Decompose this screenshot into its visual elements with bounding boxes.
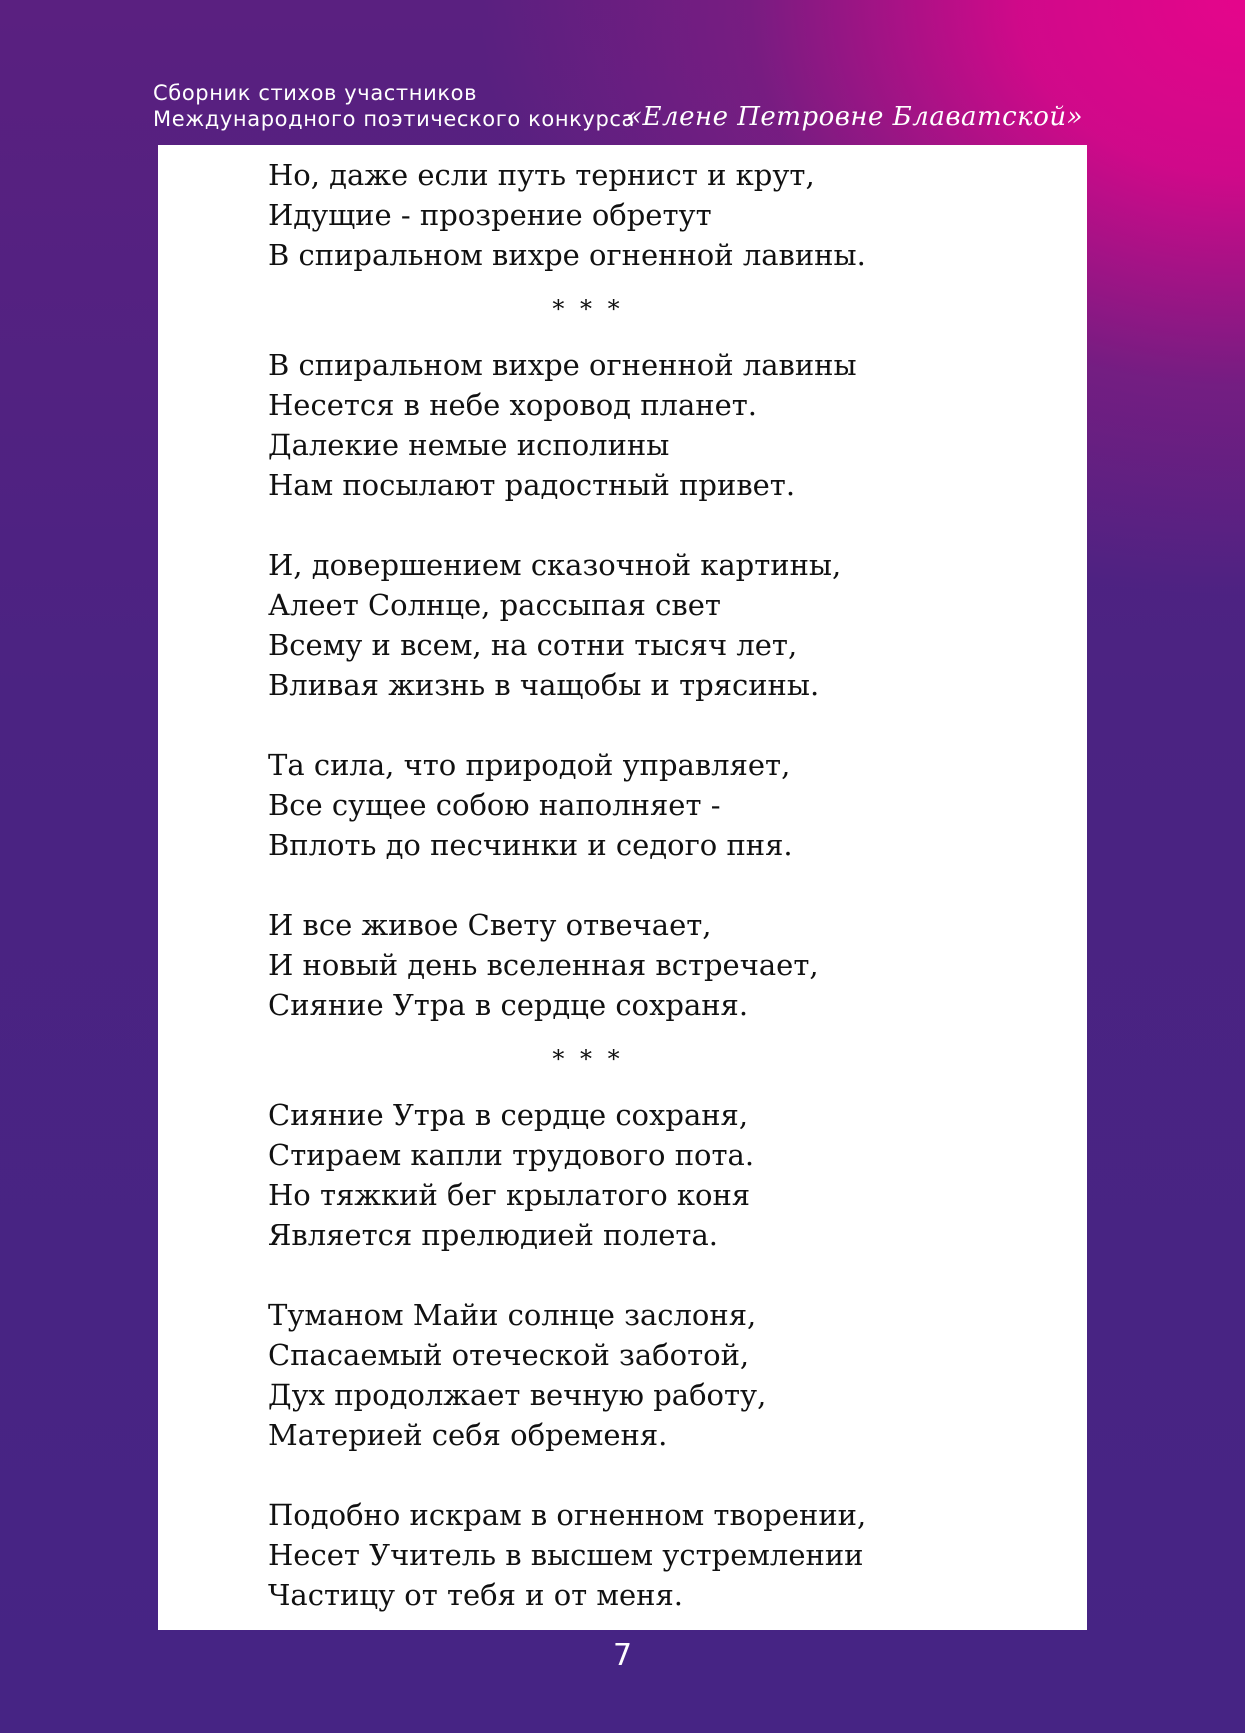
poem-line: Туманом Майи солнце заслоня, (268, 1298, 757, 1332)
stanza-3 (268, 545, 1068, 705)
poem-line: Дух продолжает вечную работу, (268, 1378, 767, 1412)
page-content (158, 145, 1087, 1630)
poem-line: И новый день вселенная встречает, (268, 948, 819, 982)
poem-line: Является прелюдией полета. (268, 1218, 718, 1252)
poem-line: Но тяжкий бег крылатого коня (268, 1178, 751, 1212)
poem-line: Вливая жизнь в чащобы и трясины. (268, 668, 820, 702)
collection-title-line1: Сборник стихов участников (153, 81, 478, 105)
page-header (153, 80, 1093, 140)
poem-line: Материей себя обременя. (268, 1418, 668, 1452)
poem-line: Та сила, что природой управляет, (268, 748, 791, 782)
poem-line: Несет Учитель в высшем устремлении (268, 1538, 864, 1572)
poem-separator: * * * (552, 1045, 624, 1073)
stanza-5 (268, 905, 1068, 1025)
poem-line: Сияние Утра в сердце сохраня. (268, 988, 749, 1022)
poem-line: Вплоть до песчинки и седого пня. (268, 828, 793, 862)
poem-line: Несется в небе хоровод планет. (268, 388, 758, 422)
poem-line: Частицу от тебя и от меня. (268, 1578, 683, 1612)
poem-line: Подобно искрам в огненном творении, (268, 1498, 867, 1532)
poem (268, 155, 1068, 1615)
poem-line: В спиральном вихре огненной лавины (268, 348, 857, 382)
poem-line: Далекие немые исполины (268, 428, 670, 462)
collection-title-line2: Международного поэтического конкурса (153, 107, 636, 131)
poem-line: Но, даже если путь тернист и крут, (268, 158, 815, 192)
poem-line: Сияние Утра в сердце сохраня, (268, 1098, 749, 1132)
poem-line: Все сущее собою наполняет - (268, 788, 721, 822)
stanza-1 (268, 155, 1068, 275)
stanza-2 (268, 345, 1068, 505)
contest-name: «Елене Петровне Блаватской» (626, 102, 1083, 132)
stanza-7 (268, 1295, 1068, 1455)
poem-line: Нам посылают радостный привет. (268, 468, 796, 502)
poem-line: В спиральном вихре огненной лавины. (268, 238, 866, 272)
poem-separator: * * * (552, 295, 624, 323)
page-number: 7 (612, 1638, 633, 1673)
poem-line: И, довершением сказочной картины, (268, 548, 842, 582)
poem-line: Стираем капли трудового пота. (268, 1138, 755, 1172)
stanza-8 (268, 1495, 1068, 1615)
poem-line: Всему и всем, на сотни тысяч лет, (268, 628, 798, 662)
poem-line: Алеет Солнце, рассыпая свет (268, 588, 721, 622)
stanza-4 (268, 745, 1068, 865)
poem-line: И все живое Свету отвечает, (268, 908, 712, 942)
poem-line: Идущие - прозрение обретут (268, 198, 712, 232)
poem-line: Спасаемый отеческой заботой, (268, 1338, 750, 1372)
stanza-6 (268, 1095, 1068, 1255)
